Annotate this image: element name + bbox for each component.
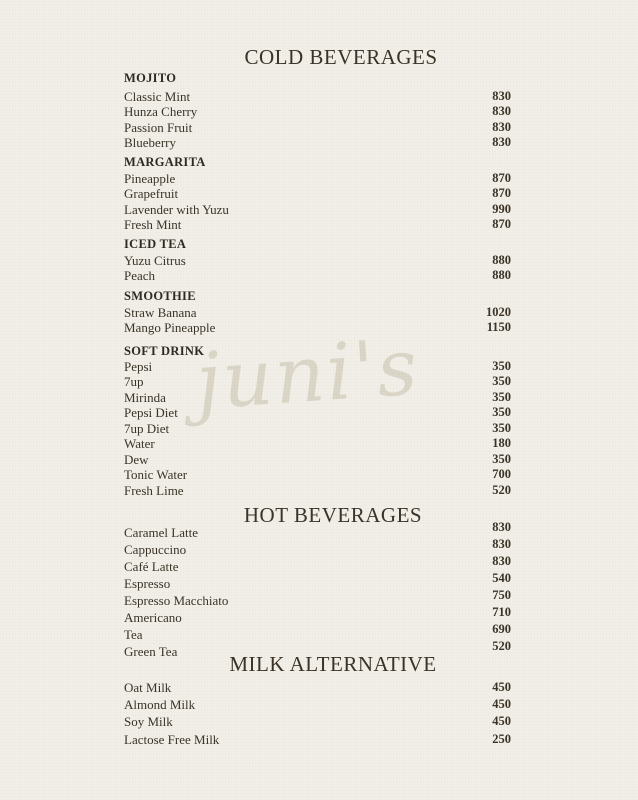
menu-item	[124, 135, 511, 151]
menu-item	[124, 714, 511, 730]
menu-item	[124, 89, 511, 105]
item-name: Fresh Lime	[124, 483, 184, 498]
menu-item	[124, 186, 511, 202]
item-name: Lactose Free Milk	[124, 732, 220, 747]
mojito-heading: MOJITO	[124, 71, 177, 85]
menu-item	[124, 732, 511, 748]
menu-item	[124, 520, 511, 540]
item-name: Pepsi	[124, 359, 153, 374]
menu-item	[124, 421, 511, 437]
item-name: Passion Fruit	[124, 120, 193, 135]
hot-beverages-title: HOT BEVERAGES	[243, 503, 423, 527]
item-name: Tonic Water	[124, 467, 188, 482]
menu-item	[124, 452, 511, 468]
item-price: 350	[492, 359, 511, 373]
menu-item	[124, 120, 511, 136]
menu-item	[124, 588, 511, 608]
menu-item	[124, 680, 511, 696]
menu-item	[124, 571, 511, 591]
menu-item	[124, 605, 511, 625]
item-name: Americano	[124, 610, 182, 625]
menu-item	[124, 622, 511, 642]
margarita-heading: MARGARITA	[124, 155, 206, 169]
menu-item	[124, 104, 511, 120]
item-price: 520	[492, 639, 511, 653]
item-price: 1150	[486, 320, 511, 334]
item-price: 870	[492, 186, 511, 200]
item-name: 7up Diet	[124, 421, 170, 436]
item-price: 830	[492, 520, 511, 534]
item-price: 450	[492, 680, 511, 694]
item-price: 830	[492, 135, 511, 149]
juni-s-watermark: juni's	[193, 322, 422, 428]
item-name: Hunza Cherry	[124, 104, 198, 119]
soft-drink-heading: SOFT DRINK	[124, 344, 205, 358]
item-price: 830	[492, 104, 511, 118]
item-name: Espresso Macchiato	[124, 593, 229, 608]
menu-item	[124, 483, 511, 499]
cold-beverages-title: COLD BEVERAGES	[244, 45, 438, 69]
item-price: 750	[492, 588, 511, 602]
menu-item	[124, 217, 511, 233]
item-price: 180	[492, 436, 511, 450]
item-name: Lavender with Yuzu	[124, 202, 229, 217]
item-name: Cappuccino	[124, 542, 187, 557]
menu-item	[124, 554, 511, 574]
menu-item	[124, 374, 511, 390]
item-name: Café Latte	[124, 559, 179, 574]
iced-tea-heading: ICED TEA	[124, 237, 187, 251]
item-name: Classic Mint	[124, 89, 191, 104]
item-name: Grapefruit	[124, 186, 179, 201]
item-price: 350	[492, 421, 511, 435]
item-price: 1020	[486, 305, 511, 319]
item-price: 990	[492, 202, 511, 216]
item-name: Soy Milk	[124, 714, 173, 729]
item-name: Pineapple	[124, 171, 176, 186]
item-price: 250	[492, 732, 511, 746]
milk-alternative-title: MILK ALTERNATIVE	[229, 652, 437, 676]
item-name: Dew	[124, 452, 149, 467]
item-name: Yuzu Citrus	[124, 253, 186, 268]
menu-item	[124, 359, 511, 375]
item-name: Peach	[124, 268, 156, 283]
item-price: 880	[492, 268, 511, 282]
item-name: Water	[124, 436, 155, 451]
menu-item	[124, 253, 511, 269]
menu-item	[124, 537, 511, 557]
item-name: Espresso	[124, 576, 171, 591]
item-name: Blueberry	[124, 135, 176, 150]
item-price: 830	[492, 537, 511, 551]
menu-item	[124, 436, 511, 452]
menu-item	[124, 467, 511, 483]
item-name: Straw Banana	[124, 305, 197, 320]
item-price: 450	[492, 697, 511, 711]
item-price: 710	[492, 605, 511, 619]
item-name: Green Tea	[124, 644, 178, 659]
item-price: 520	[492, 483, 511, 497]
item-name: Fresh Mint	[124, 217, 182, 232]
item-price: 700	[492, 467, 511, 481]
item-price: 350	[492, 374, 511, 388]
item-price: 350	[492, 405, 511, 419]
menu-item	[124, 697, 511, 713]
item-price: 870	[492, 171, 511, 185]
item-price: 350	[492, 390, 511, 404]
item-name: Tea	[124, 627, 143, 642]
item-name: Mirinda	[124, 390, 166, 405]
menu-item	[124, 171, 511, 187]
smoothie-heading: SMOOTHIE	[124, 289, 196, 303]
item-price: 350	[492, 452, 511, 466]
item-name: Caramel Latte	[124, 525, 198, 540]
item-name: Pepsi Diet	[124, 405, 178, 420]
item-name: Mango Pineapple	[124, 320, 216, 335]
item-price: 830	[492, 120, 511, 134]
item-price: 540	[492, 571, 511, 585]
item-price: 830	[492, 554, 511, 568]
menu-item	[124, 305, 511, 321]
item-price: 690	[492, 622, 511, 636]
item-name: Almond Milk	[124, 697, 196, 712]
item-name: Oat Milk	[124, 680, 172, 695]
item-price: 830	[492, 89, 511, 103]
menu-item	[124, 320, 511, 336]
menu-item	[124, 268, 511, 284]
item-price: 880	[492, 253, 511, 267]
item-price: 870	[492, 217, 511, 231]
menu-item	[124, 390, 511, 406]
menu-item	[124, 202, 511, 218]
item-name: 7up	[124, 374, 144, 389]
menu-item	[124, 405, 511, 421]
item-price: 450	[492, 714, 511, 728]
